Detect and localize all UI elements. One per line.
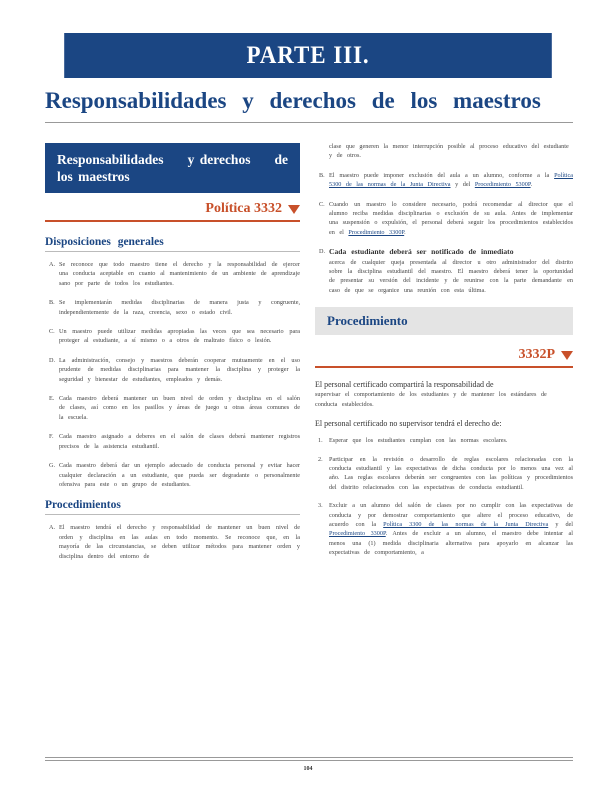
procedure-3300p-link[interactable]: Procedimiento 3300P — [329, 530, 386, 538]
list-item: D. La administración, consejo y maestros deberán cooperar mutuamente en el uso prudente de medidas disciplinarias para mantener la disciplina y proteger la seguridad y bienestar de estudiantes, empleados y demás. — [49, 356, 300, 383]
continued-text: clase que generen la menor interrupción posible al proceso educativo del estudiante y de otros. — [329, 143, 569, 160]
title-divider — [45, 122, 573, 123]
box-line-2: los maestros — [57, 169, 130, 184]
policy-3300-link[interactable]: Política 3300 de las normas de la Junta Directiva — [383, 520, 549, 528]
section-heading-procedures: Procedimientos — [45, 499, 300, 515]
section-heading-general: Disposiciones generales — [45, 236, 300, 252]
triangle-down-icon — [561, 351, 573, 360]
list-item: C. Cuando un maestro lo considere necesario, podrá recomendar al director que el alumno reciba medidas disciplinarias o exclusión de su aula. Antes de implementar una suspensión o expulsión, el personal deberá seguir los procedimientos establecidos en el Procedimiento 3300P. — [319, 200, 573, 236]
list-item: F. Cada maestro asignado a deberes en el salón de clases deberá mantener registros precisos de la asistencia estudiantil. — [49, 433, 300, 450]
list-item: 1. Esperar que los estudiantes cumplan con las normas escolares. — [318, 437, 508, 445]
part-banner — [64, 33, 552, 78]
right-list — [315, 171, 573, 295]
page-title: Responsabilidades y derechos de los maestros — [45, 88, 541, 113]
rights-list — [315, 436, 573, 557]
intro-text: supervisar el comportamiento de los estudiantes y de mantener los estándares de conducta establecidos. — [315, 391, 547, 408]
part-title: PARTE III. — [246, 42, 370, 69]
list-item: D. Cada estudiante deberá ser notificado de inmediato acerca de cualquier queja presentada al director u otro administrador del distrito sobre la disciplina estudiantil del maestro. El maestro deberá tener la oportunidad de presentar su versión del incidente y de reunirse con la parte demandante en caso de que se organice una reunión con esta última. — [319, 247, 573, 294]
procedure-3300p-link[interactable]: Procedimiento 3300P — [348, 228, 405, 236]
policy-5300-link[interactable]: Política 5300 de las normas de la Junta Directiva — [329, 171, 573, 189]
policy-label-row — [45, 201, 300, 217]
policy-divider — [315, 366, 573, 368]
right-column — [315, 142, 573, 567]
list-item: B. El maestro puede imponer exclusión del aula a un alumno, conforme a la Política 5300 de las normas de la Junta Directiva y del Procedimiento 5300P. — [319, 171, 573, 189]
section-title-box — [45, 143, 300, 193]
item-d-heading: Cada estudiante deberá ser notificado de inmediato — [329, 247, 514, 257]
policy-divider — [45, 220, 300, 222]
list-item: G. Cada maestro deberá dar un ejemplo adecuado de conducta personal y evitar hacer cualquier declaración a un estudiante, que pueda ser degradante o personalmente ofensiva para este o un grupo de estudiantes. — [49, 462, 300, 488]
policy-label: 3332P — [518, 347, 555, 363]
policy-label: Política 3332 — [205, 201, 282, 216]
procedures-list — [45, 523, 300, 561]
triangle-down-icon — [288, 205, 300, 214]
footer-divider — [45, 760, 573, 761]
list-item: A. El maestro tendrá el derecho y responsabilidad de mantener un buen nivel de orden y disciplina en las aulas en todo momento. Se reconoce que, en la mayoría de las circunstancias, se deben utilizar métodos para mantener orden y disciplina dentro del entorno de — [49, 524, 300, 560]
box-word-3: de — [274, 152, 288, 167]
box-word-1: Responsabilidades — [57, 152, 164, 167]
page-number: 104 — [303, 766, 313, 772]
procedure-5300p-link[interactable]: Procedimiento 5300P — [474, 181, 531, 189]
procedure-box: Procedimiento — [315, 307, 573, 335]
general-provisions-list — [45, 260, 300, 489]
list-item: 2. Participar en la revisión o desarrollo de reglas escolares relacionadas con la conducta estudiantil y las expectativas de dicha conducta por lo menos una vez al año. Las reglas escolares deberán ser congruentes con las políticas y procedimientos del distrito relacionados con las expectativas de conducta estudiantil. — [318, 455, 573, 491]
list-item: A. Se reconoce que todo maestro tiene el derecho y la responsabilidad de ejercer una conducta aceptable en cuanto al mantenimiento de un ambiente de aprendizaje sano por parte de todos los estudiantes. — [49, 261, 300, 287]
footer-divider — [45, 757, 573, 758]
policy-label-row — [315, 347, 573, 363]
list-item: 3. Excluir a un alumno del salón de clases por no cumplir con las expectativas de conducta y por demostrar comportamiento que altere el proceso educativo, de acuerdo con la Política 3300 de las normas de la Junta Directiva y del Procedimiento 3300P. Antes de excluir a un alumno, el maestro debe intentar al menos una (1) medida disciplinaria alternativa para apoyarlo en alcanzar las expectativas de comportamiento, a — [318, 502, 574, 557]
list-item: E. Cada maestro deberá mantener un buen nivel de orden y disciplina en el salón de clases, así como en los pasillos y áreas de juego u otras áreas comunes de la escuela. — [49, 395, 300, 421]
left-column — [45, 143, 300, 571]
list-item: B. Se implementarán medidas disciplinarias de manera justa y congruente, independientemente de la raza, creencia, sexo o estado civil. — [49, 299, 300, 316]
list-item: C. Un maestro puede utilizar medidas apropiadas las veces que sea necesario para proteger al estudiante, a sí mismo o a otros de maltrato físico o lesión. — [49, 328, 300, 345]
box-word-2: y derechos — [187, 152, 251, 167]
intro-heading: El personal certificado compartirá la responsabilidad de — [315, 380, 494, 390]
rights-heading: El personal certificado no supervisor tendrá el derecho de: — [315, 419, 502, 429]
